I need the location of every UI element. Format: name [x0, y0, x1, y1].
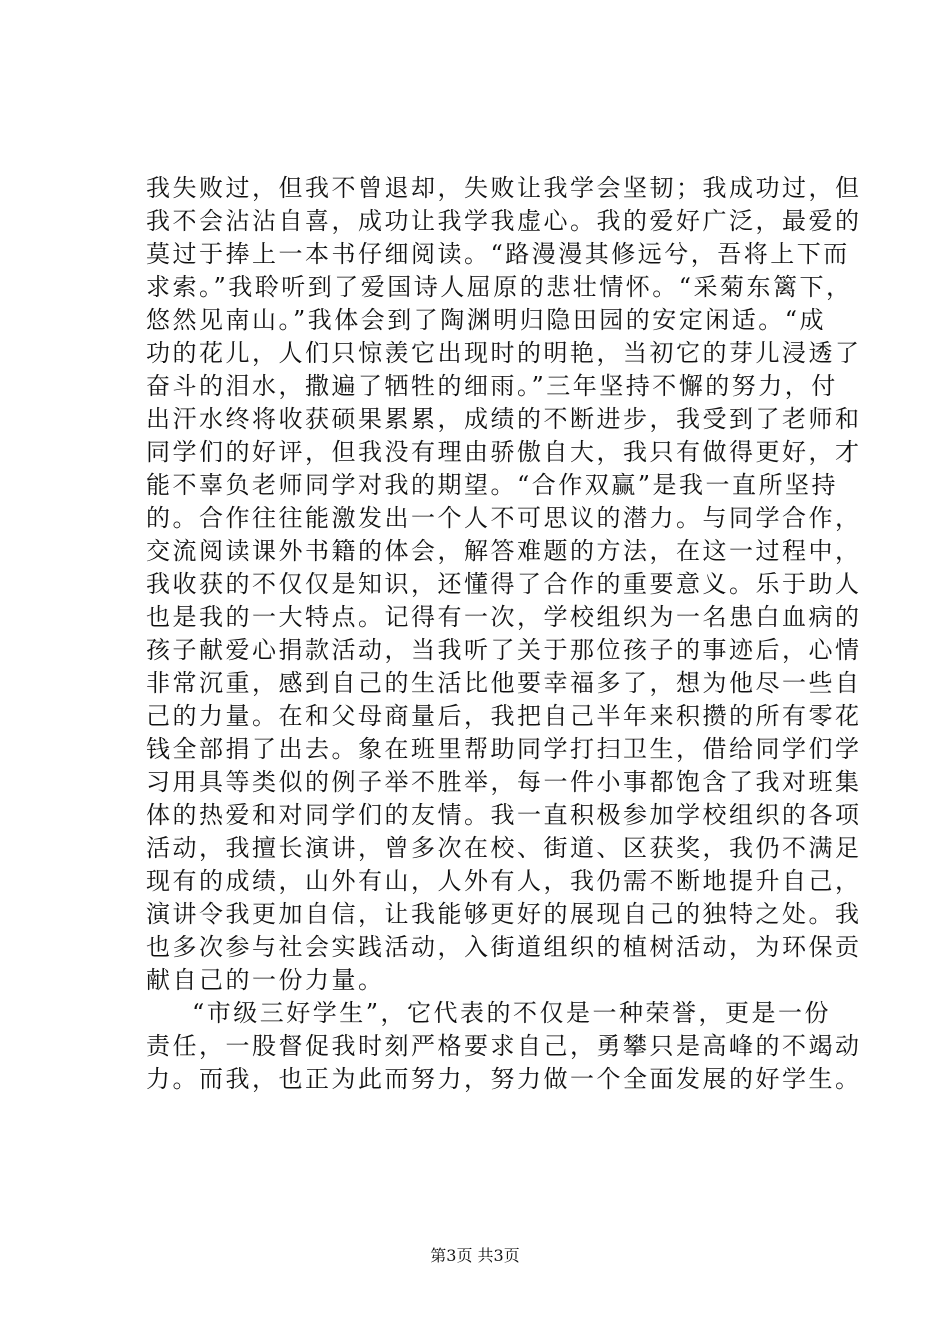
text-line: 求索。”我聆听到了爱国诗人屈原的悲壮情怀。“采菊东篱下，	[146, 273, 853, 301]
text-line: 己的力量。在和父母商量后，我把自己半年来积攒的所有零花	[146, 702, 862, 730]
text-line: 活动，我擅长演讲，曾多次在校、街道、区获奖，我仍不满足	[146, 834, 862, 862]
text-line: 功的花儿，人们只惊羡它出现时的明艳，当初它的芽儿浸透了	[146, 339, 862, 367]
text-line: 责任，一股督促我时刻严格要求自己，勇攀只是高峰的不竭动	[146, 1032, 862, 1060]
text-line: 钱全部捐了出去。象在班里帮助同学打扫卫生，借给同学们学	[146, 735, 862, 763]
text-line: 献自己的一份力量。	[146, 966, 385, 994]
text-line: “市级三好学生”，它代表的不仅是一种荣誉，更是一份	[192, 999, 832, 1027]
text-line: 我失败过，但我不曾退却，失败让我学会坚韧；我成功过，但	[146, 174, 862, 202]
text-line: 力。而我，也正为此而努力，努力做一个全面发展的好学生。	[146, 1065, 862, 1093]
text-line: 的。合作往往能激发出一个人不可思议的潜力。与同学合作，	[146, 504, 862, 532]
text-line: 莫过于捧上一本书仔细阅读。“路漫漫其修远兮，吾将上下而	[146, 240, 850, 268]
text-line: 我收获的不仅仅是知识，还懂得了合作的重要意义。乐于助人	[146, 570, 862, 598]
text-line: 习用具等类似的例子举不胜举，每一件小事都饱含了我对班集	[146, 768, 862, 796]
text-line: 出汗水终将收获硕果累累，成绩的不断进步，我受到了老师和	[146, 405, 862, 433]
page-footer: 第3页 共3页	[430, 1246, 520, 1265]
text-line: 体的热爱和对同学们的友情。我一直积极参加学校组织的各项	[146, 801, 862, 829]
text-line: 悠然见南山。”我体会到了陶渊明归隐田园的安定闲适。“成	[146, 306, 827, 334]
text-line: 奋斗的泪水，撒遍了牺牲的细雨。”三年坚持不懈的努力，付	[146, 372, 838, 400]
body-text	[146, 172, 862, 1096]
text-line: 演讲令我更加自信，让我能够更好的展现自己的独特之处。我	[146, 900, 862, 928]
text-line: 现有的成绩，山外有山，人外有人，我仍需不断地提升自己，	[146, 867, 862, 895]
text-line: 孩子献爱心捐款活动，当我听了关于那位孩子的事迹后，心情	[146, 636, 862, 664]
text-line: 能不辜负老师同学对我的期望。“合作双赢”是我一直所坚持	[146, 471, 839, 499]
text-line: 同学们的好评，但我没有理由骄傲自大，我只有做得更好，才	[146, 438, 862, 466]
text-line: 也多次参与社会实践活动，入街道组织的植树活动，为环保贡	[146, 933, 862, 961]
text-line: 非常沉重，感到自己的生活比他要幸福多了，想为他尽一些自	[146, 669, 862, 697]
text-line: 也是我的一大特点。记得有一次，学校组织为一名患白血病的	[146, 603, 862, 631]
text-line: 我不会沾沾自喜，成功让我学我虚心。我的爱好广泛，最爱的	[146, 207, 862, 235]
text-line: 交流阅读课外书籍的体会，解答难题的方法，在这一过程中，	[146, 537, 862, 565]
